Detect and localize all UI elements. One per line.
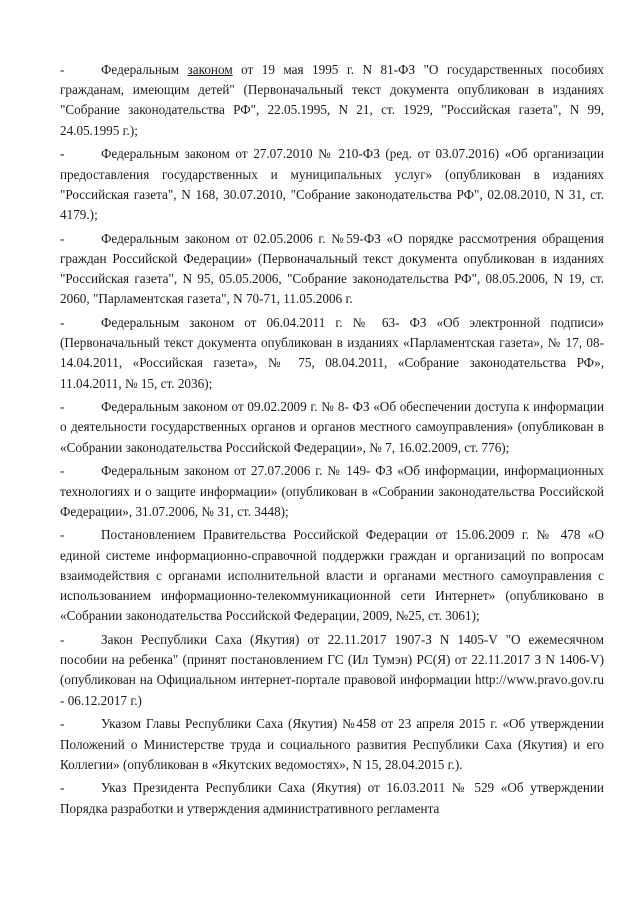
- item-text-after: от 19 мая 1995 г. N 81-ФЗ "О государственных пособиях гражданам, имеющим детей" (Первоначальный текст документа опубликован в изданиях "Собрание законодательства РФ", 22.05.1995, N 21, ст. 1929, "Российская газета", N 99, 24.05.1995 г.);: [60, 62, 604, 138]
- list-item-law-210fz: [60, 144, 604, 225]
- list-item-decree-458: [60, 714, 604, 775]
- item-text: Закон Республики Саха (Якутия) от 22.11.2017 1907-З N 1405-V "О ежемесячном пособии на ребенка" (принят постановлением ГС (Ил Тумэн) РС(Я) от 22.11.2017 З N 1406-V) (опубликован на Официальном интернет-портале правовой информации http://www.pravo.gov.ru - 06.12.2017 г.): [60, 631, 604, 708]
- item-text: Федеральным законом от 27.07.2006 г. № 149- ФЗ «Об информации, информационных технологиях и о защите информации» (опубликован в «Собрании законодательства Российской Федерации», 31.07.2006, № 31, ст. 3448);: [60, 463, 604, 519]
- list-dash: -: [60, 527, 65, 543]
- list-dash: -: [60, 463, 65, 479]
- item-text: Указ Президента Республики Саха (Якутия) от 16.03.2011 № 529 «Об утверждении Порядка разработки и утверждения административного регламента: [60, 780, 604, 816]
- list-dash: -: [60, 631, 65, 647]
- list-item-decree-529: [60, 778, 604, 818]
- item-text-before: Федеральным: [101, 62, 188, 77]
- list-dash: -: [60, 399, 65, 415]
- list-dash: -: [60, 230, 65, 246]
- item-text: Федеральным законом от 02.05.2006 г. №59-ФЗ «О порядке рассмотрения обращения граждан Российской Федерации» (Первоначальный текст документа опубликован в изданиях "Российская газета", N 95, 05.05.2006, "Собрание законодательства РФ", 08.05.2006, N 19, ст. 2060, "Парламентская газета", N 70-71, 11.05.2006 г.: [60, 230, 604, 307]
- list-item-law-149fz: [60, 461, 604, 522]
- list-item-law-63fz: [60, 313, 604, 394]
- list-dash: -: [60, 716, 65, 732]
- list-item-law-59fz: [60, 229, 604, 310]
- item-text: Федеральным законом от 06.04.2011 г. № 63- ФЗ «Об электронной подписи» (Первоначальный текст документа опубликован в изданиях «Парламентская газета», № 17, 08-14.04.2011, «Российская газета», № 75, 08.04.2011, «Собрание законодательства РФ», 11.04.2011, № 15, ст. 2036);: [60, 314, 604, 391]
- list-dash: -: [60, 314, 65, 330]
- list-item-law-8fz: [60, 397, 604, 458]
- list-item-resolution-478: [60, 525, 604, 626]
- list-dash: -: [60, 146, 65, 162]
- item-text: Постановлением Правительства Российской Федерации от 15.06.2009 г. № 478 «О единой системе информационно-справочной поддержки граждан и организаций по вопросам взаимодействия с органами исполнительной власти и органами местного самоуправления с использованием информационно-телекоммуникационной сети Интернет» (опубликовано в «Собрании законодательства Российской Федерации, 2009, №25, ст. 3061);: [60, 527, 604, 624]
- item-text: Указом Главы Республики Саха (Якутия) №458 от 23 апреля 2015 г. «Об утверждении Положений о Министерстве труда и социального развития Республики Саха (Якутия) и его Коллегии» (опубликован в «Якутских ведомостях», N 15, 28.04.2015 г.).: [60, 716, 604, 772]
- list-item-law-81fz: [60, 60, 604, 141]
- item-text: Федеральным законом от 09.02.2009 г. № 8- ФЗ «Об обеспечении доступа к информации о деятельности государственных органов и органов местного самоуправления» (опубликован в «Собрании законодательства Российской Федерации», № 7, 16.02.2009, ст. 776);: [60, 399, 604, 455]
- list-dash: -: [60, 780, 65, 796]
- item-text: Федеральным законом от 27.07.2010 № 210-ФЗ (ред. от 03.07.2016) «Об организации предоставления государственных и муниципальных услуг» (опубликован в изданиях "Российская газета", N 168, 30.07.2010, "Собрание законодательства РФ", 02.08.2010, N 31, ст. 4179.);: [60, 146, 604, 222]
- law-link[interactable]: законом: [187, 62, 233, 77]
- list-dash: -: [60, 62, 65, 77]
- list-item-law-sakha-1907: [60, 630, 604, 711]
